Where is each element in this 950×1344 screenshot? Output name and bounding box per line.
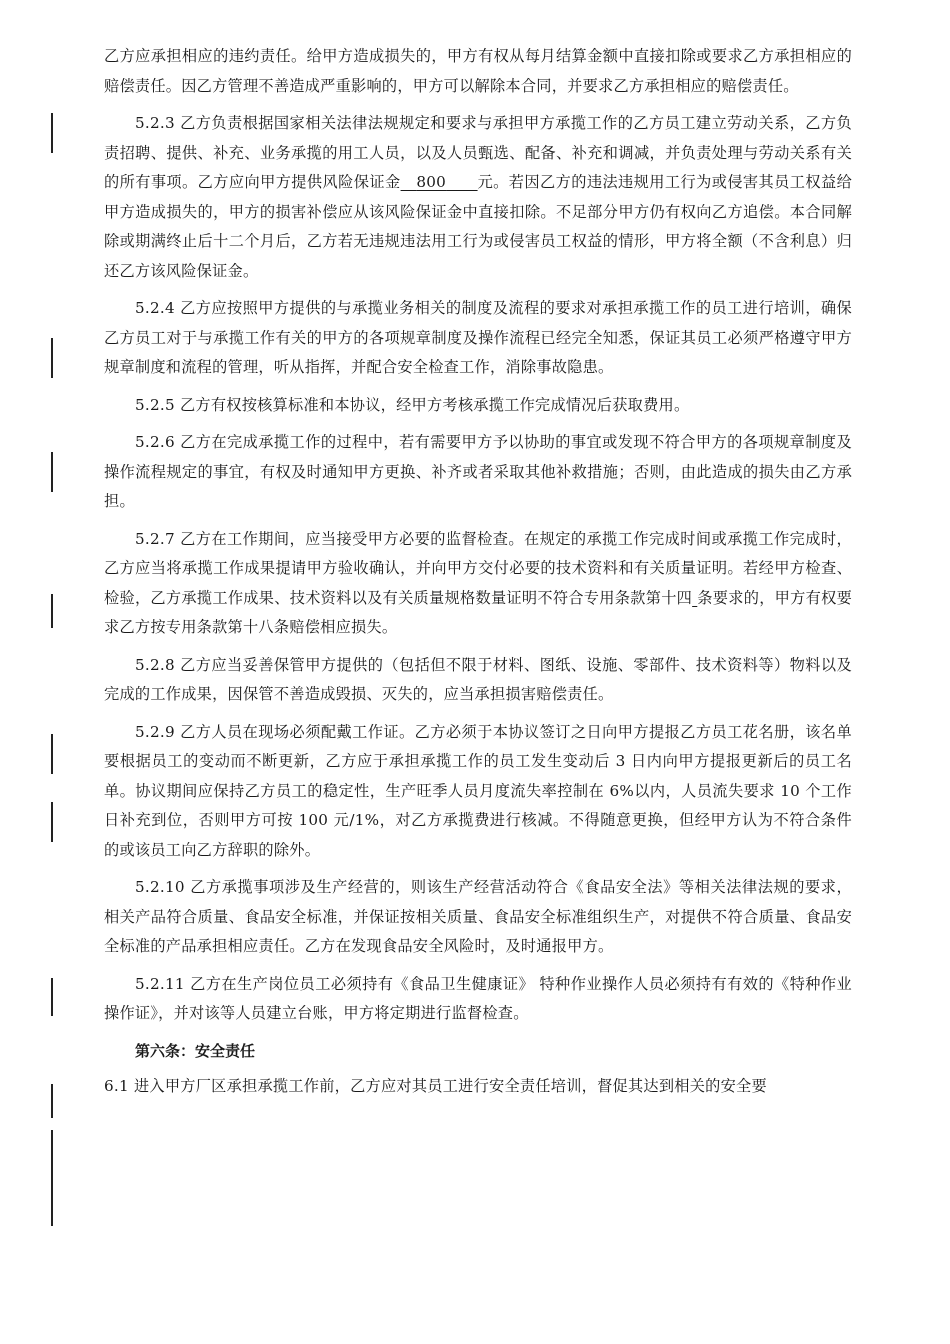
clause-5-2-4: 5.2.4 乙方应按照甲方提供的与承揽业务相关的制度及流程的要求对承担承揽工作的员工进行培训，确保乙方员工对于与承揽工作有关的甲方的各项规章制度及操作流程已经完全知悉，保证其员工必须严格遵守甲方规章制度和流程的管理，听从指挥，并配合安全检查工作，消除事故隐患。 bbox=[104, 299, 852, 376]
section-heading-article-6: 第六条：安全责任 bbox=[135, 1041, 256, 1060]
clause-5-2-6: 5.2.6 乙方在完成承揽工作的过程中，若有需要甲方予以协助的事宜或发现不符合甲方的各项规章制度及操作流程规定的事宜，有权及时通知甲方更换、补齐或者采取其他补救措施；否则，由此造成的损失由乙方承担。 bbox=[104, 433, 852, 510]
risk-deposit-value: 800 bbox=[416, 173, 447, 191]
revision-bar bbox=[51, 1084, 53, 1118]
clause-6-1: 6.1 进入甲方厂区承担承揽工作前，乙方应对其员工进行安全责任培训，督促其达到相关的安全要 bbox=[104, 1077, 767, 1095]
revision-bar bbox=[51, 594, 53, 628]
clause-5-2-7-text-a: 5.2.7 乙方在工作期间，应当接受甲方必要的监督检查。在规定的承揽工作完成时间或承揽工作完成时，乙方应当将承揽工作成果提请甲方验收确认，并向甲方交付必要的技术资料和有关质量证明。若经甲方检查、检验，乙方承揽工作成果、技术资料以及有关质量规格数量证明不符合专用条款第十四 bbox=[104, 529, 852, 607]
clause-5-2-9: 5.2.9 乙方人员在现场必须配戴工作证。乙方必须于本协议签订之日向甲方提报乙方员工花名册，该名单要根据员工的变动而不断更新，乙方应于承担承揽工作的员工发生变动后 3 日内向甲方提报更新后的员工名单。协议期间应保持乙方员工的稳定性，生产旺季人员月度流失率控制在 6%以内，人员流失要求 10 个工作日补充到位，否则甲方可按 100 元/1%，对乙方承揽费进行核减。不得随意更换，但经甲方认为不符合条件的或该员工向乙方辞职的除外。 bbox=[104, 722, 852, 859]
revision-bar bbox=[51, 338, 53, 378]
clause-5-2-3 bbox=[104, 109, 852, 286]
clause-5-2-3-text-b: 元。若因乙方的违法违规用工行为或侵害其员工权益给甲方造成损失的，甲方的损害补偿应从该风险保证金中直接扣除。不足部分甲方仍有权向乙方追偿。本合同解除或期满终止后十二个月后，乙方若无违规违法用工行为或侵害员工权益的情形，甲方将全额（不含利息）归还乙方该风险保证金。 bbox=[104, 173, 853, 280]
clause-5-2-7-text-b: 条要求的，甲方有权要求乙方按专用条款第十八条赔偿相应损失。 bbox=[104, 588, 853, 636]
clause-5-2-5: 5.2.5 乙方有权按核算标准和本协议，经甲方考核承揽工作完成情况后获取费用。 bbox=[135, 395, 690, 414]
paragraph-continuation: 乙方应承担相应的违约责任。给甲方造成损失的，甲方有权从每月结算金额中直接扣除或要求乙方承担相应的赔偿责任。因乙方管理不善造成严重影响的，甲方可以解除本合同，并要求乙方承担相应的赔偿责任。 bbox=[104, 47, 852, 95]
document-body bbox=[104, 42, 852, 1110]
revision-bar bbox=[51, 734, 53, 774]
revision-bar bbox=[51, 452, 53, 492]
risk-deposit-amount bbox=[401, 173, 478, 191]
clause-5-2-11: 5.2.11 乙方在生产岗位员工必须持有《食品卫生健康证》 特种作业操作人员必须持有有效的《特种作业操作证》，并对该等人员建立台账，甲方将定期进行监督检查。 bbox=[104, 974, 852, 1022]
revision-bar bbox=[51, 1130, 53, 1226]
revision-bar bbox=[51, 113, 53, 153]
revision-bar bbox=[51, 802, 53, 842]
clause-5-2-3-text-a: 5.2.3 乙方负责根据国家相关法律法规规定和要求与承担甲方承揽工作的乙方员工建立劳动关系，乙方负责招聘、提供、补充、业务承揽的用工人员，以及人员甄选、配备、补充和调减，并负责处理与劳动关系有关的所有事项。乙方应向甲方提供风险保证金 bbox=[104, 114, 852, 191]
revision-bar bbox=[51, 978, 53, 1016]
clause-5-2-10: 5.2.10 乙方承揽事项涉及生产经营的，则该生产经营活动符合《食品安全法》等相关法律法规的要求，相关产品符合质量、食品安全标准，并保证按相关质量、食品安全标准组织生产，对提供不符合质量、食品安全标准的产品承担相应责任。乙方在发现食品安全风险时，及时通报甲方。 bbox=[104, 878, 852, 955]
clause-5-2-8: 5.2.8 乙方应当妥善保管甲方提供的（包括但不限于材料、图纸、设施、零部件、技术资料等）物料以及完成的工作成果，因保管不善造成毁损、灭失的，应当承担损害赔偿责任。 bbox=[104, 655, 852, 703]
clause-5-2-7 bbox=[104, 525, 852, 643]
